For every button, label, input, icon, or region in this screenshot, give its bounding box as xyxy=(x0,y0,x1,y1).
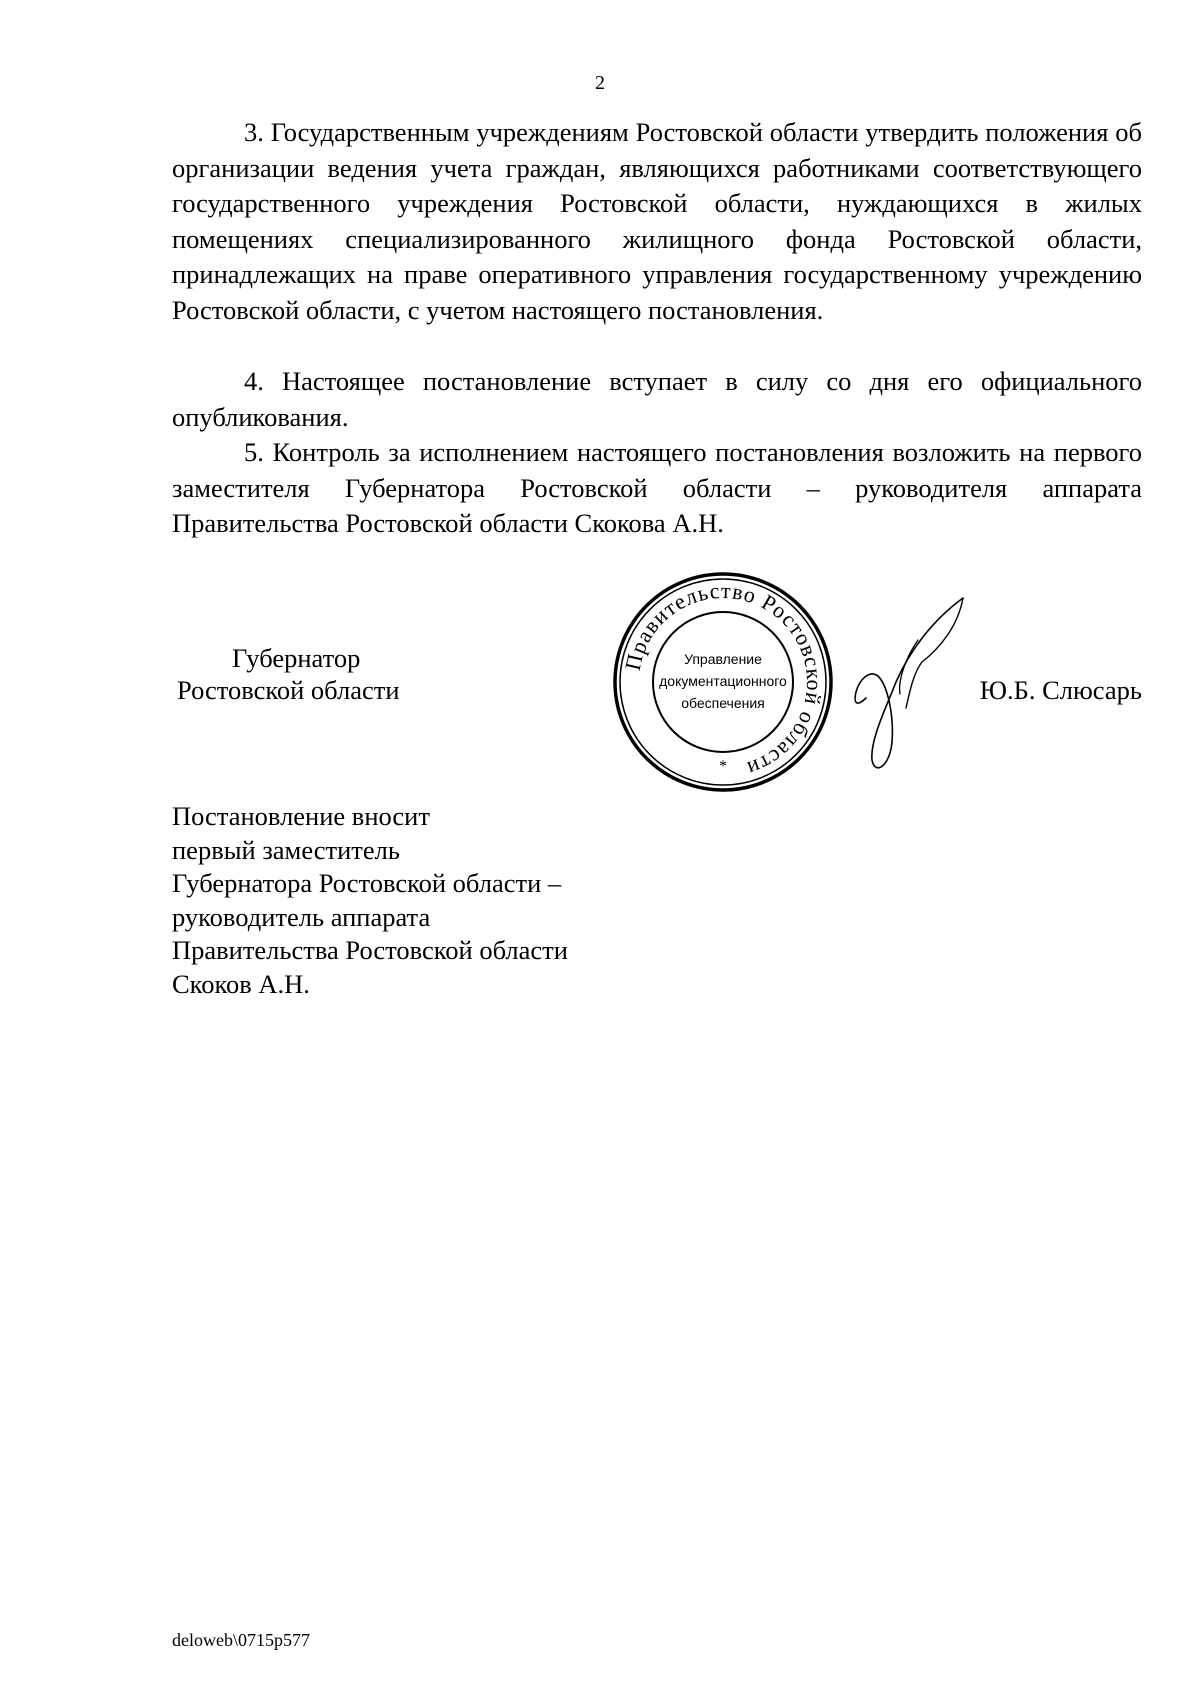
document-code: deloweb\0715p577 xyxy=(172,1630,310,1650)
seal-center-line2: документационного xyxy=(659,673,787,689)
submitter-line: первый заместитель xyxy=(172,834,400,865)
paragraph-5: 5. Контроль за исполнением настоящего постановления возложить на первого заместителя Губернатора Ростовской области – руководителя аппарата Правительства Ростовской области Скокова А.Н. xyxy=(172,437,1142,538)
submitter-line: Правительства Ростовской области xyxy=(172,935,568,965)
submitter-line: Губернатора Ростовской области – xyxy=(172,868,562,898)
signer-title-line1: Губернатор xyxy=(232,643,361,673)
page-number: 2 xyxy=(595,72,605,94)
seal-ring-text: Правительство Ростовской области xyxy=(619,577,828,783)
paragraph-3: 3. Государственным учреждениям Ростовской области утвердить положения об организации ведения учета граждан, являющихся работниками соответствующего государственного учреждения Ростовской области, нуждающихся в жилых помещениях специализированного жилищного фонда Ростовской области, принадлежащих на праве оперативного управления государственному учреждению Ростовской области, с учетом настоящего постановления. xyxy=(172,117,1142,325)
official-seal xyxy=(611,570,835,794)
handwritten-signature xyxy=(848,590,968,775)
paragraph-4: 4. Настоящее постановление вступает в силу со дня его официального опубликования. xyxy=(172,366,1142,432)
seal-star: * xyxy=(719,758,727,775)
submitter-line: Скоков А.Н. xyxy=(172,968,310,999)
submitter-block xyxy=(172,800,568,1001)
submitter-line: Постановление вносит xyxy=(172,801,430,831)
submitter-line: руководитель аппарата xyxy=(172,901,431,932)
signer-title-line2: Ростовской области xyxy=(177,675,400,705)
seal-center-line1: Управление xyxy=(684,651,762,667)
seal-center-line3: обеспечения xyxy=(681,695,765,711)
signer-name: Ю.Б. Слюсарь xyxy=(979,675,1142,705)
